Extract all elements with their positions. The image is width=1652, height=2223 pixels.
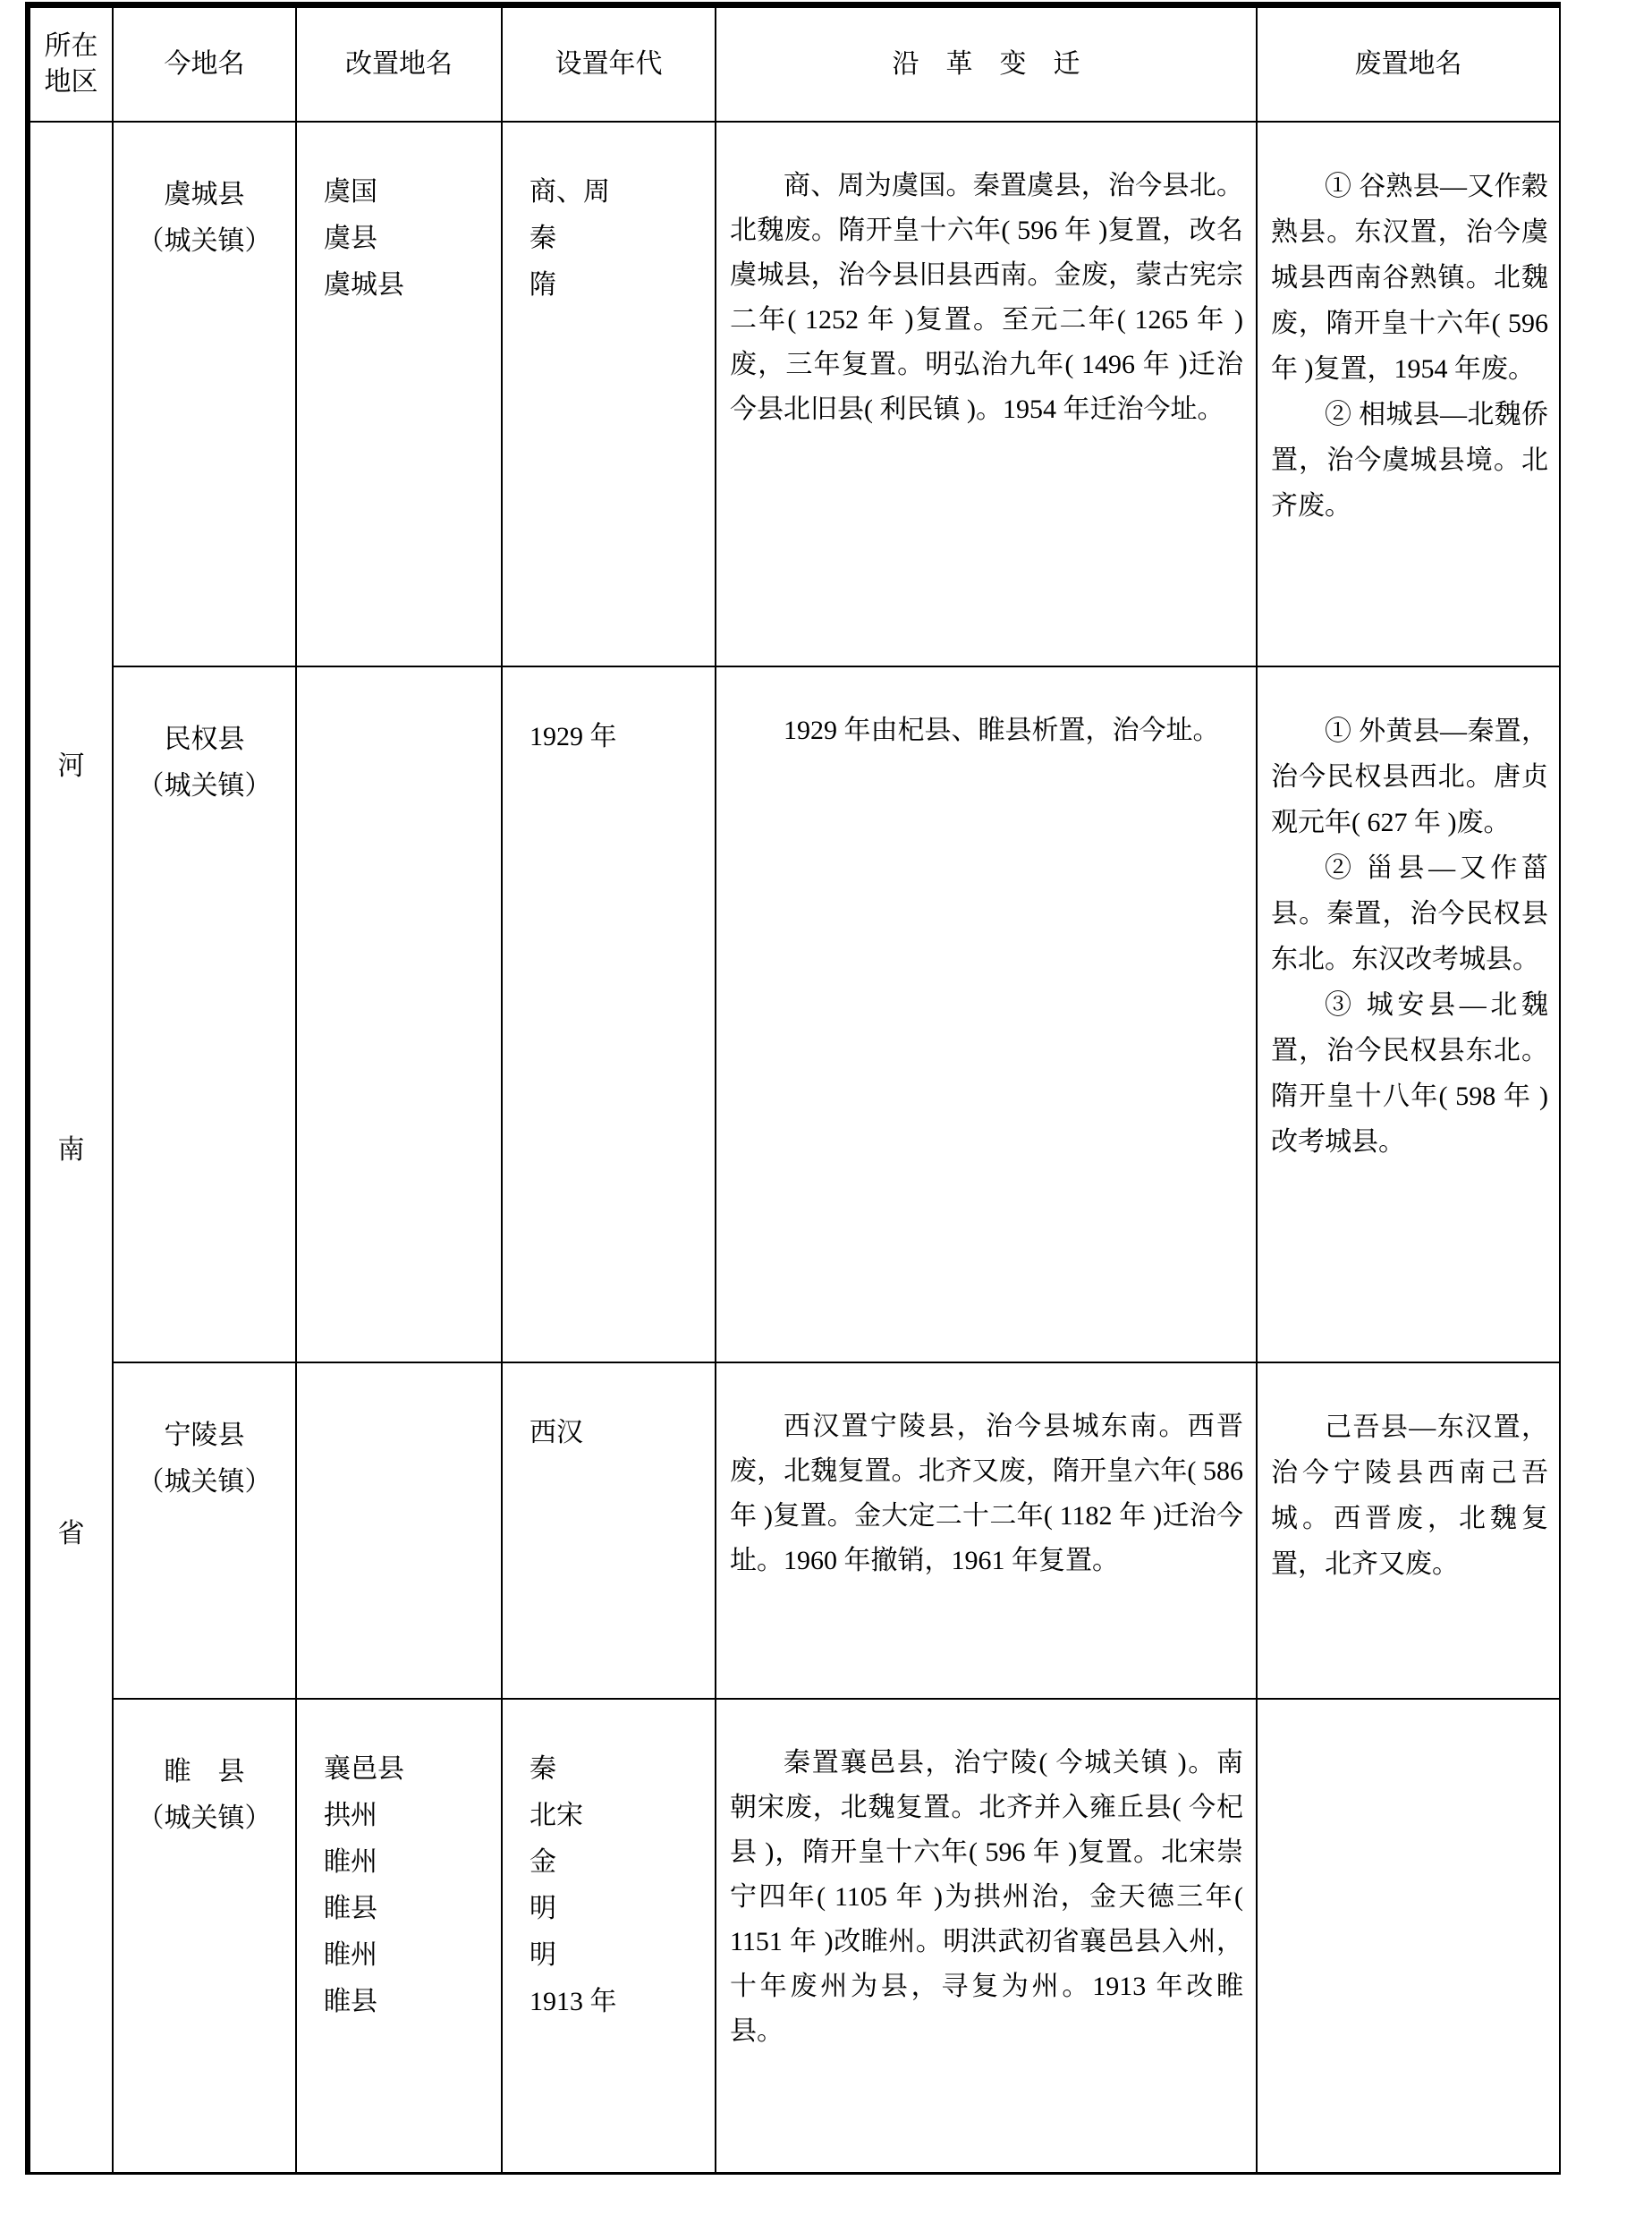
era-item: 西汉 bbox=[529, 1418, 583, 1447]
era-item: 金 bbox=[529, 1847, 556, 1877]
table-row bbox=[28, 1699, 1560, 2173]
today-name-cell bbox=[113, 1362, 296, 1699]
county-seat: （城关镇） bbox=[137, 1467, 272, 1497]
renamed-item: 睢州 bbox=[324, 1940, 377, 1970]
abolished-item: ② 相城县—北魏侨置，治今虞城县境。北齐废。 bbox=[1271, 400, 1548, 521]
table-row bbox=[28, 1362, 1560, 1699]
county-seat: （城关镇） bbox=[137, 226, 272, 256]
renamed-item: 睢县 bbox=[324, 1987, 377, 2016]
era-cell bbox=[502, 666, 716, 1362]
era-cell bbox=[502, 122, 716, 666]
abolished-cell bbox=[1257, 1362, 1560, 1699]
evolution-text: 西汉置宁陵县，治今县城东南。西晋废，北魏复置。北齐又废，隋开皇六年( 586 年 )复置。金大定二十二年( 1182 年 )迁治今址。1960 年撤销，1961 年复置。 bbox=[730, 1412, 1243, 1575]
header-evolution: 沿 革 变 迁 bbox=[716, 5, 1257, 123]
renamed-item: 睢州 bbox=[324, 1847, 377, 1877]
today-name-cell bbox=[113, 1699, 296, 2173]
evolution-cell bbox=[716, 666, 1257, 1362]
renamed-cell bbox=[296, 1699, 502, 2173]
header-era: 设置年代 bbox=[502, 5, 716, 123]
province-char-2: 南 bbox=[57, 1135, 85, 1166]
abolished-item: ① 外黄县—秦置，治今民权县西北。唐贞观元年( 627 年 )废。 bbox=[1271, 717, 1548, 837]
abolished-item: 己吾县—东汉置，治今宁陵县西南己吾城。西晋废，北魏复置，北齐又废。 bbox=[1271, 1413, 1548, 1579]
renamed-cell bbox=[296, 666, 502, 1362]
evolution-text: 1929 年由杞县、睢县析置，治今址。 bbox=[784, 716, 1220, 745]
evolution-text: 商、周为虞国。秦置虞县，治今县北。北魏废。隋开皇十六年( 596 年 )复置，改名虞城县，治今县旧县西南。金废，蒙古宪宗二年( 1252 年 )复置。至元二年( 1265 年 )废，三年复置。明弘治九年( 1496 年 )迁治今县北旧县( 利民镇 )。1954 年迁治今址。 bbox=[730, 171, 1243, 424]
era-item: 明 bbox=[529, 1894, 556, 1923]
table-row bbox=[28, 666, 1560, 1362]
province-char-3: 省 bbox=[57, 1519, 85, 1549]
county-seat: （城关镇） bbox=[137, 1803, 272, 1833]
abolished-item: ③ 城安县—北魏置，治今民权县东北。隋开皇十八年( 598 年 )改考城县。 bbox=[1271, 990, 1548, 1157]
evolution-text: 秦置襄邑县，治宁陵( 今城关镇 )。南朝宋废，北魏复置。北齐并入雍丘县( 今杞县 )，隋开皇十六年( 596 年 )复置。北宋崇宁四年( 1105 年 )为拱州治，金天德三年( 1151 年 )改睢州。明洪武初省襄邑县入州，十年废州为县，寻复为州。1913 年改睢县。 bbox=[730, 1748, 1243, 2046]
today-name-cell bbox=[113, 666, 296, 1362]
renamed-cell bbox=[296, 1362, 502, 1699]
renamed-item: 拱州 bbox=[324, 1801, 377, 1830]
evolution-cell bbox=[716, 122, 1257, 666]
county-name: 睢 县 bbox=[164, 1757, 245, 1786]
era-item: 1929 年 bbox=[529, 722, 617, 751]
header-today-name: 今地名 bbox=[113, 5, 296, 123]
era-item: 北宋 bbox=[529, 1801, 583, 1830]
renamed-item: 睢县 bbox=[324, 1894, 377, 1923]
evolution-cell bbox=[716, 1362, 1257, 1699]
evolution-cell bbox=[716, 1699, 1257, 2173]
county-name: 宁陵县 bbox=[164, 1421, 245, 1450]
renamed-item: 虞城县 bbox=[324, 270, 404, 300]
county-name: 民权县 bbox=[164, 725, 245, 754]
county-name: 虞城县 bbox=[164, 180, 245, 209]
abolished-cell bbox=[1257, 666, 1560, 1362]
renamed-cell bbox=[296, 122, 502, 666]
place-names-table bbox=[25, 2, 1561, 2175]
abolished-cell bbox=[1257, 1699, 1560, 2173]
era-item: 隋 bbox=[529, 270, 556, 300]
abolished-item: ② 甾县—又作菑县。秦置，治今民权县东北。东汉改考城县。 bbox=[1271, 853, 1548, 974]
abolished-cell bbox=[1257, 122, 1560, 666]
era-item: 秦 bbox=[529, 224, 556, 253]
county-seat: （城关镇） bbox=[137, 771, 272, 801]
era-item: 明 bbox=[529, 1940, 556, 1970]
era-item: 1913 年 bbox=[529, 1987, 617, 2016]
era-cell bbox=[502, 1362, 716, 1699]
province-cell bbox=[28, 122, 113, 2173]
era-item: 商、周 bbox=[529, 177, 610, 207]
province-name bbox=[30, 743, 112, 1550]
era-cell bbox=[502, 1699, 716, 2173]
abolished-item: ① 谷熟县—又作穀熟县。东汉置，治今虞城县西南谷熟镇。北魏废，隋开皇十六年( 596 年 )复置，1954 年废。 bbox=[1271, 172, 1548, 384]
renamed-item: 虞县 bbox=[324, 224, 377, 253]
header-region bbox=[28, 5, 113, 123]
header-renamed: 改置地名 bbox=[296, 5, 502, 123]
renamed-item: 虞国 bbox=[324, 177, 377, 207]
renamed-item: 襄邑县 bbox=[324, 1754, 404, 1784]
header-region-line2: 地区 bbox=[44, 67, 98, 97]
header-region-line1: 所在 bbox=[44, 31, 98, 61]
today-name-cell bbox=[113, 122, 296, 666]
header-abolished: 废置地名 bbox=[1257, 5, 1560, 123]
table-row bbox=[28, 122, 1560, 666]
era-item: 秦 bbox=[529, 1754, 556, 1784]
province-char-1: 河 bbox=[57, 751, 85, 782]
header-row bbox=[28, 5, 1560, 123]
